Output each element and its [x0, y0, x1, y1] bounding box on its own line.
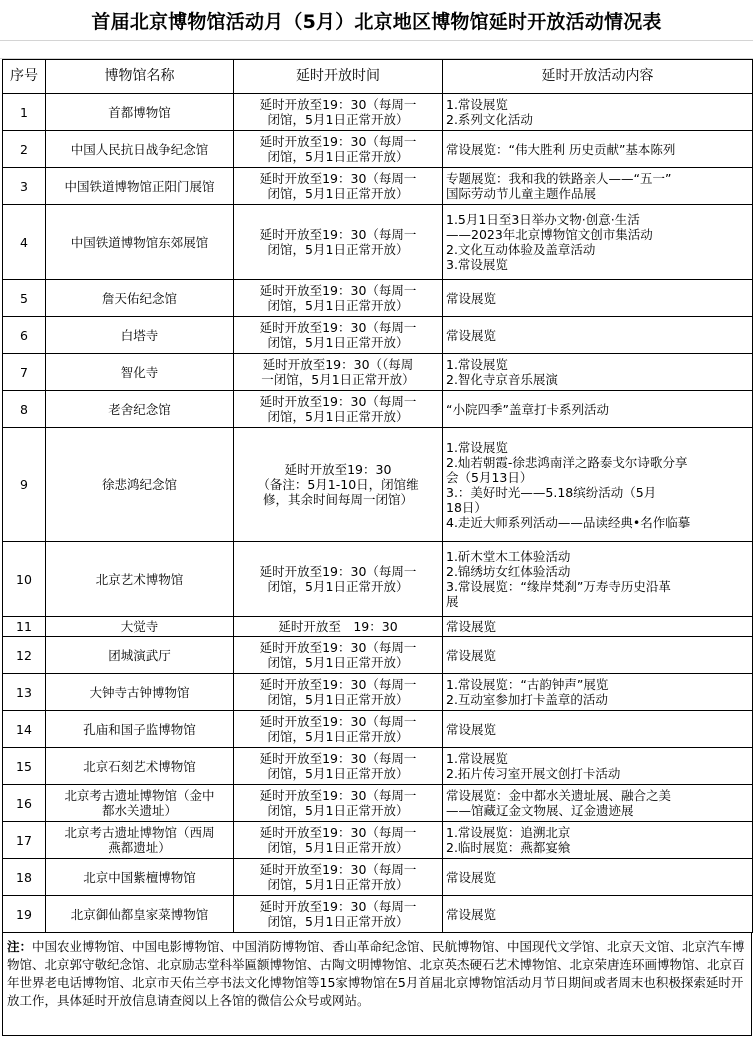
table-row: [3, 748, 753, 785]
open-time-line: 延时开放至19：30（每周一: [259, 788, 417, 803]
table-row: [3, 391, 753, 428]
activity-line: 1.常设展览: [446, 97, 508, 112]
activity-line: 常设展览：金中都水关遗址展、融合之美: [446, 788, 672, 803]
museum-name-line: 燕都遗址）: [108, 840, 171, 855]
open-time-cell: [234, 748, 443, 785]
museum-name-cell: 北京石刻艺术博物馆: [46, 748, 234, 785]
open-time-line: 延时开放至19：30（每周一: [259, 97, 417, 112]
blank-row: [0, 40, 753, 59]
open-time-cell: [234, 785, 443, 822]
open-time-cell: [234, 354, 443, 391]
open-time-cell: [234, 711, 443, 748]
open-time-line: 延时开放至19：30（（每周: [262, 357, 414, 372]
museum-name-line: 北京考古遗址博物馆（西周: [64, 825, 215, 840]
open-time-line: 延时开放至19：30（每周一: [259, 320, 417, 335]
activity-line: 2.互动室参加打卡盖章的活动: [446, 692, 608, 707]
activity-line: 3.：美好时光——5.18缤纷活动（5月: [446, 484, 657, 500]
museum-name-cell: 孔庙和国子监博物馆: [46, 711, 234, 748]
table-row: [3, 94, 753, 131]
table-row: [3, 674, 753, 711]
activity-cell: [443, 822, 753, 859]
open-time-cell: [234, 131, 443, 168]
row-number-cell: 1: [3, 94, 46, 131]
open-time-line: （备注：5月1-10日，闭馆维: [257, 477, 419, 492]
open-time-line: 延时开放至19：30（每周一: [259, 862, 417, 877]
header-activity: 延时开放活动内容: [443, 60, 753, 94]
activity-line: 2.智化寺京音乐展演: [446, 372, 558, 387]
activity-line: 会（5月13日）: [446, 469, 533, 485]
activity-cell: [443, 896, 753, 933]
activity-line: “小院四季”盖章打卡系列活动: [446, 401, 609, 417]
open-time-line: 延时开放至19：30: [284, 462, 392, 477]
row-number-cell: 9: [3, 428, 46, 542]
activity-cell: [443, 542, 753, 617]
activity-cell: [443, 711, 753, 748]
open-time-line: 延时开放至19：30（每周一: [259, 825, 417, 840]
activity-cell: [443, 391, 753, 428]
row-number-cell: 4: [3, 205, 46, 280]
open-time-line: 延时开放至19：30（每周一: [259, 564, 417, 579]
row-number-cell: 15: [3, 748, 46, 785]
open-time-cell: [234, 896, 443, 933]
row-number-cell: 10: [3, 542, 46, 617]
open-time-cell: [234, 280, 443, 317]
activity-cell: [443, 131, 753, 168]
activity-line: 常设展览：“伟大胜利 历史贡献”基本陈列: [446, 141, 676, 157]
header-name: 博物馆名称: [46, 60, 234, 94]
open-time-line: 闭馆，5月1日正常开放）: [267, 335, 409, 350]
activity-line: 2.锦绣坊女红体验活动: [446, 564, 571, 579]
open-time-cell: [234, 205, 443, 280]
activity-line: 1.常设展览: [446, 357, 508, 372]
open-time-cell: [234, 94, 443, 131]
open-time-line: 闭馆，5月1日正常开放）: [267, 409, 409, 424]
row-number-cell: 2: [3, 131, 46, 168]
footnote-text: 中国农业博物馆、中国电影博物馆、中国消防博物馆、香山革命纪念馆、民航博物馆、中国现代文学馆、北京天文馆、北京汽车博物馆、北京郭守敬纪念馆、北京励志堂科举匾额博物馆、古陶文明博物馆、北京英杰硬石艺术博物馆、北京荣唐连环画博物馆、北京百年世界老电话博物馆、北京市天佑兰亭书法文化博物馆等15家博物馆在5月首届北京博物馆活动月节日期间或者周末也积极探索延时开放工作，具体延时开放信息请查阅以上各馆的微信公众号或网站。: [7, 939, 745, 1008]
open-time-line: 闭馆，5月1日正常开放）: [267, 655, 409, 670]
open-time-cell: [234, 822, 443, 859]
activity-line: 国际劳动节儿童主题作品展: [446, 186, 597, 201]
open-time-cell: [234, 617, 443, 637]
open-time-line: 闭馆，5月1日正常开放）: [267, 803, 409, 818]
table-row: [3, 896, 753, 933]
table-row: [3, 617, 753, 637]
activity-line: 常设展览: [446, 619, 497, 634]
table-row: [3, 859, 753, 896]
activity-line: 常设展览: [446, 869, 497, 885]
activity-cell: [443, 785, 753, 822]
open-time-cell: [234, 168, 443, 205]
activity-line: 展: [446, 594, 459, 609]
activity-line: 2.临时展览：燕都宴飨: [446, 840, 571, 855]
header-time: 延时开放时间: [234, 60, 443, 94]
open-time-line: 延时开放至 19：30: [278, 619, 398, 634]
table-row: [3, 637, 753, 674]
open-time-line: 延时开放至19：30（每周一: [259, 283, 417, 298]
row-number-cell: 7: [3, 354, 46, 391]
open-time-line: 闭馆，5月1日正常开放）: [267, 298, 409, 313]
open-time-line: 闭馆，5月1日正常开放）: [267, 877, 409, 892]
table-row: [3, 168, 753, 205]
activity-line: 3.常设展览：“缘岸梵刹”万寿寺历史沿革: [446, 579, 671, 594]
header-row: [3, 60, 753, 94]
open-time-line: 延时开放至19：30（每周一: [259, 899, 417, 914]
row-number-cell: 12: [3, 637, 46, 674]
row-number-cell: 6: [3, 317, 46, 354]
museum-name-cell: 大钟寺古钟博物馆: [46, 674, 234, 711]
table-row: [3, 205, 753, 280]
museum-table: [2, 59, 753, 933]
museum-name-cell: 老舍纪念馆: [46, 391, 234, 428]
activity-line: 常设展览: [446, 327, 497, 343]
museum-name-cell: 团城演武厅: [46, 637, 234, 674]
table-body: [3, 94, 753, 933]
open-time-cell: [234, 391, 443, 428]
header-num: 序号: [3, 60, 46, 94]
activity-cell: [443, 280, 753, 317]
table-row: [3, 354, 753, 391]
activity-line: 常设展览: [446, 647, 497, 663]
table-row: [3, 428, 753, 542]
activity-line: 2.灿若朝霞-徐悲鸿南洋之路泰戈尔诗歌分享: [446, 454, 688, 470]
activity-cell: [443, 94, 753, 131]
table-row: [3, 280, 753, 317]
table-row: [3, 131, 753, 168]
open-time-line: 延时开放至19：30（每周一: [259, 714, 417, 729]
open-time-line: 闭馆，5月1日正常开放）: [267, 186, 409, 201]
row-number-cell: 16: [3, 785, 46, 822]
museum-name-cell: 北京中国紫檀博物馆: [46, 859, 234, 896]
activity-line: ——馆藏辽金文物展、辽金遗迹展: [446, 803, 634, 818]
activity-cell: [443, 428, 753, 542]
museum-name-cell: 徐悲鸿纪念馆: [46, 428, 234, 542]
row-number-cell: 18: [3, 859, 46, 896]
museum-name-cell: 北京御仙都皇家菜博物馆: [46, 896, 234, 933]
open-time-line: 闭馆，5月1日正常开放）: [267, 112, 409, 127]
open-time-line: 闭馆，5月1日正常开放）: [267, 692, 409, 707]
museum-name-cell: 詹天佑纪念馆: [46, 280, 234, 317]
table-row: [3, 711, 753, 748]
open-time-cell: [234, 428, 443, 542]
activity-line: 4.走近大师系列活动——品读经典•名作临摹: [446, 514, 691, 530]
open-time-line: 闭馆，5月1日正常开放）: [267, 729, 409, 744]
open-time-line: 延时开放至19：30（每周一: [259, 394, 417, 409]
open-time-line: 闭馆，5月1日正常开放）: [267, 766, 409, 781]
museum-name-cell: 中国铁道博物馆东郊展馆: [46, 205, 234, 280]
activity-line: 常设展览: [446, 906, 497, 922]
activity-cell: [443, 859, 753, 896]
open-time-line: 闭馆，5月1日正常开放）: [267, 242, 409, 257]
museum-name-cell: [46, 785, 234, 822]
museum-name-cell: 智化寺: [46, 354, 234, 391]
activity-line: 1.常设展览：“古韵钟声”展览: [446, 677, 609, 692]
row-number-cell: 8: [3, 391, 46, 428]
open-time-line: 延时开放至19：30（每周一: [259, 751, 417, 766]
open-time-line: 一闭馆，5月1日正常开放）: [261, 372, 415, 387]
row-number-cell: 14: [3, 711, 46, 748]
activity-cell: [443, 674, 753, 711]
open-time-line: 延时开放至19：30（每周一: [259, 677, 417, 692]
museum-name-cell: 白塔寺: [46, 317, 234, 354]
activity-line: 1.常设展览: [446, 751, 508, 766]
open-time-cell: [234, 637, 443, 674]
activity-line: 1.常设展览：追溯北京: [446, 825, 571, 840]
row-number-cell: 17: [3, 822, 46, 859]
activity-line: 1.斫木堂木工体验活动: [446, 549, 571, 564]
activity-line: 2.文化互动体验及盖章活动: [446, 242, 596, 257]
museum-name-line: 都水关遗址）: [101, 803, 177, 818]
open-time-cell: [234, 542, 443, 617]
open-time-line: 闭馆，5月1日正常开放）: [267, 149, 409, 164]
row-number-cell: 3: [3, 168, 46, 205]
open-time-line: 延时开放至19：30（每周一: [259, 171, 417, 186]
open-time-line: 闭馆，5月1日正常开放）: [267, 840, 409, 855]
activity-cell: [443, 205, 753, 280]
museum-name-cell: [46, 822, 234, 859]
activity-line: 1.5月1日至3日举办文物·创意·生活: [446, 212, 640, 227]
activity-line: 2.拓片传习室开展文创打卡活动: [446, 766, 621, 781]
page-title: 首届北京博物馆活动月（5月）北京地区博物馆延时开放活动情况表: [91, 10, 662, 33]
open-time-cell: [234, 859, 443, 896]
open-time-cell: [234, 674, 443, 711]
activity-cell: [443, 748, 753, 785]
activity-line: 常设展览: [446, 721, 497, 737]
museum-name-cell: 中国铁道博物馆正阳门展馆: [46, 168, 234, 205]
open-time-line: 修，其余时间每周一闭馆）: [262, 492, 413, 507]
row-number-cell: 11: [3, 617, 46, 637]
activity-line: 1.常设展览: [446, 439, 508, 455]
museum-name-line: 北京考古遗址博物馆（金中: [64, 788, 215, 803]
table-row: [3, 317, 753, 354]
table-row: [3, 542, 753, 617]
open-time-cell: [234, 317, 443, 354]
open-time-line: 延时开放至19：30（每周一: [259, 640, 417, 655]
activity-line: 专题展览：我和我的铁路亲人——“五一”: [446, 171, 672, 186]
row-number-cell: 19: [3, 896, 46, 933]
museum-name-cell: 首都博物馆: [46, 94, 234, 131]
open-time-line: 延时开放至19：30（每周一: [259, 134, 417, 149]
open-time-line: 闭馆，5月1日正常开放）: [267, 579, 409, 594]
activity-line: 3.常设展览: [446, 257, 508, 272]
activity-cell: [443, 617, 753, 637]
activity-line: 常设展览: [446, 290, 497, 306]
table-row: [3, 822, 753, 859]
museum-name-cell: 大觉寺: [46, 617, 234, 637]
table-row: [3, 785, 753, 822]
museum-name-cell: 中国人民抗日战争纪念馆: [46, 131, 234, 168]
activity-cell: [443, 168, 753, 205]
footnote-label: 注：: [7, 939, 33, 954]
activity-line: ——2023年北京博物馆文创市集活动: [446, 227, 653, 242]
open-time-line: 闭馆，5月1日正常开放）: [267, 914, 409, 929]
open-time-line: 延时开放至19：30（每周一: [259, 227, 417, 242]
footnote: [2, 932, 752, 1036]
activity-cell: [443, 317, 753, 354]
row-number-cell: 5: [3, 280, 46, 317]
museum-name-cell: 北京艺术博物馆: [46, 542, 234, 617]
row-number-cell: 13: [3, 674, 46, 711]
activity-line: 2.系列文化活动: [446, 112, 533, 127]
activity-cell: [443, 354, 753, 391]
activity-cell: [443, 637, 753, 674]
activity-line: 18日）: [446, 499, 487, 515]
